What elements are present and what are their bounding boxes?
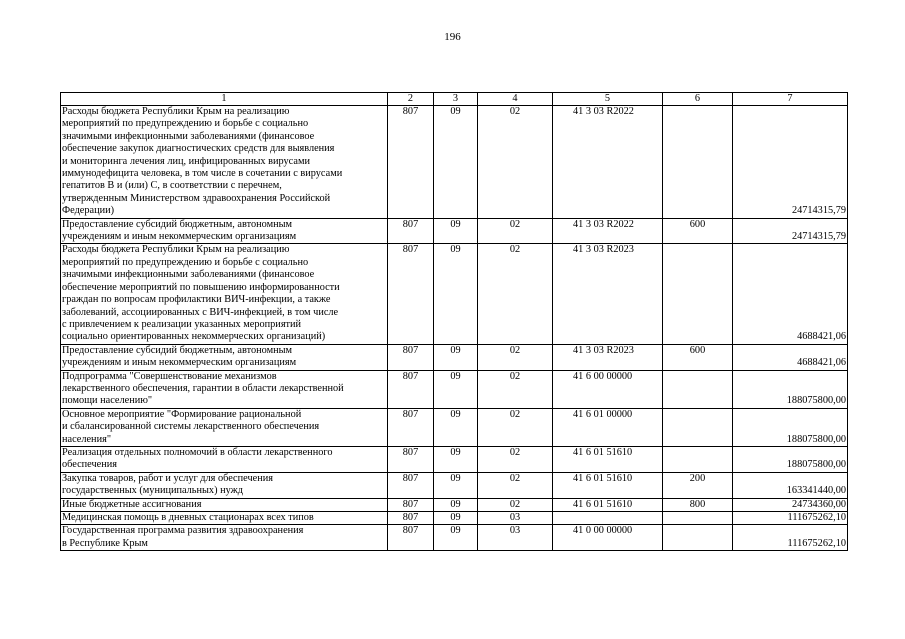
column-header-6: 6 (663, 93, 733, 106)
target-article-cell: 41 6 01 00000 (553, 408, 663, 446)
item-name-cell: Основное мероприятие "Формирование рациональной и сбалансированной системы лекарственного обеспечения населения" (61, 408, 388, 446)
table-row (61, 525, 848, 551)
subsection-cell: 02 (478, 498, 553, 511)
amount-cell: 24714315,79 (733, 106, 848, 219)
ministry-code-cell: 807 (388, 106, 434, 219)
page-number: 196 (444, 31, 461, 43)
table-row (61, 498, 848, 511)
subsection-cell: 03 (478, 512, 553, 525)
ministry-code-cell: 807 (388, 370, 434, 408)
table-row (61, 344, 848, 370)
amount-cell: 111675262,10 (733, 512, 848, 525)
subsection-cell: 02 (478, 370, 553, 408)
target-article-cell: 41 6 01 51610 (553, 498, 663, 511)
subsection-cell: 02 (478, 344, 553, 370)
table-row (61, 472, 848, 498)
amount-cell: 111675262,10 (733, 525, 848, 551)
subsection-cell: 02 (478, 106, 553, 219)
column-header-2: 2 (388, 93, 434, 106)
expense-type-cell: 600 (663, 218, 733, 244)
item-name-cell: Подпрограмма "Совершенствование механизмов лекарственного обеспечения, гарантии в области лекарственной помощи населению" (61, 370, 388, 408)
expense-type-cell (663, 408, 733, 446)
expense-type-cell: 200 (663, 472, 733, 498)
expense-type-cell (663, 525, 733, 551)
target-article-cell: 41 3 03 R2022 (553, 106, 663, 219)
amount-cell: 188075800,00 (733, 370, 848, 408)
table-row (61, 512, 848, 525)
expense-type-cell (663, 446, 733, 472)
table-row (61, 446, 848, 472)
target-article-cell: 41 3 03 R2023 (553, 344, 663, 370)
ministry-code-cell: 807 (388, 218, 434, 244)
subsection-cell: 02 (478, 446, 553, 472)
amount-cell: 188075800,00 (733, 408, 848, 446)
target-article-cell: 41 3 03 R2022 (553, 218, 663, 244)
amount-cell: 24734360,00 (733, 498, 848, 511)
amount-cell: 4688421,06 (733, 244, 848, 344)
section-cell: 09 (434, 244, 478, 344)
ministry-code-cell: 807 (388, 344, 434, 370)
subsection-cell: 02 (478, 218, 553, 244)
item-name-cell: Закупка товаров, работ и услуг для обеспечения государственных (муниципальных) нужд (61, 472, 388, 498)
ministry-code-cell: 807 (388, 408, 434, 446)
expense-type-cell: 600 (663, 344, 733, 370)
subsection-cell: 03 (478, 525, 553, 551)
ministry-code-cell: 807 (388, 525, 434, 551)
amount-cell: 4688421,06 (733, 344, 848, 370)
table-row (61, 408, 848, 446)
table-row (61, 106, 848, 219)
item-name-cell: Предоставление субсидий бюджетным, автономным учреждениям и иным некоммерческим организациям (61, 218, 388, 244)
column-header-3: 3 (434, 93, 478, 106)
section-cell: 09 (434, 370, 478, 408)
target-article-cell: 41 6 01 51610 (553, 446, 663, 472)
item-name-cell: Расходы бюджета Республики Крым на реализацию мероприятий по предупреждению и борьбе с социально значимыми инфекционными заболеваниями (финансовое обеспечение мероприятий по повышению информированности граждан по вопросам профилактики ВИЧ-инфекции, а также заболеваний, ассоциированных с ВИЧ-инфекцией, в том числе с привлечением к реализации указанных мероприятий социально ориентированных некоммерческих организаций) (61, 244, 388, 344)
item-name-cell: Иные бюджетные ассигнования (61, 498, 388, 511)
table-header-row (61, 93, 848, 106)
section-cell: 09 (434, 218, 478, 244)
target-article-cell (553, 512, 663, 525)
column-header-7: 7 (733, 93, 848, 106)
subsection-cell: 02 (478, 408, 553, 446)
ministry-code-cell: 807 (388, 446, 434, 472)
ministry-code-cell: 807 (388, 512, 434, 525)
section-cell: 09 (434, 344, 478, 370)
column-header-4: 4 (478, 93, 553, 106)
item-name-cell: Предоставление субсидий бюджетным, автономным учреждениям и иным некоммерческим организациям (61, 344, 388, 370)
item-name-cell: Государственная программа развития здравоохранения в Республике Крым (61, 525, 388, 551)
table-row (61, 370, 848, 408)
item-name-cell: Медицинская помощь в дневных стационарах всех типов (61, 512, 388, 525)
section-cell: 09 (434, 446, 478, 472)
expense-type-cell: 800 (663, 498, 733, 511)
column-header-1: 1 (61, 93, 388, 106)
ministry-code-cell: 807 (388, 472, 434, 498)
expense-type-cell (663, 106, 733, 219)
item-name-cell: Расходы бюджета Республики Крым на реализацию мероприятий по предупреждению и борьбе с социально значимыми инфекционными заболеваниями (финансовое обеспечение закупок диагностических средств для выявления и мониторинга лечения лиц, инфицированных вирусами иммунодефицита человека, в том числе в сочетании с вирусами гепатитов В и (или) С, в соответствии с перечнем, утвержденным Министерством здравоохранения Российской Федерации) (61, 106, 388, 219)
section-cell: 09 (434, 498, 478, 511)
amount-cell: 24714315,79 (733, 218, 848, 244)
column-header-5: 5 (553, 93, 663, 106)
target-article-cell: 41 0 00 00000 (553, 525, 663, 551)
table-row (61, 218, 848, 244)
subsection-cell: 02 (478, 244, 553, 344)
section-cell: 09 (434, 472, 478, 498)
expense-type-cell (663, 370, 733, 408)
section-cell: 09 (434, 512, 478, 525)
target-article-cell: 41 6 01 51610 (553, 472, 663, 498)
target-article-cell: 41 3 03 R2023 (553, 244, 663, 344)
amount-cell: 163341440,00 (733, 472, 848, 498)
section-cell: 09 (434, 525, 478, 551)
target-article-cell: 41 6 00 00000 (553, 370, 663, 408)
table-row (61, 244, 848, 344)
expense-type-cell (663, 244, 733, 344)
item-name-cell: Реализация отдельных полномочий в области лекарственного обеспечения (61, 446, 388, 472)
section-cell: 09 (434, 106, 478, 219)
expense-type-cell (663, 512, 733, 525)
subsection-cell: 02 (478, 472, 553, 498)
ministry-code-cell: 807 (388, 498, 434, 511)
ministry-code-cell: 807 (388, 244, 434, 344)
amount-cell: 188075800,00 (733, 446, 848, 472)
budget-table (60, 92, 848, 551)
section-cell: 09 (434, 408, 478, 446)
